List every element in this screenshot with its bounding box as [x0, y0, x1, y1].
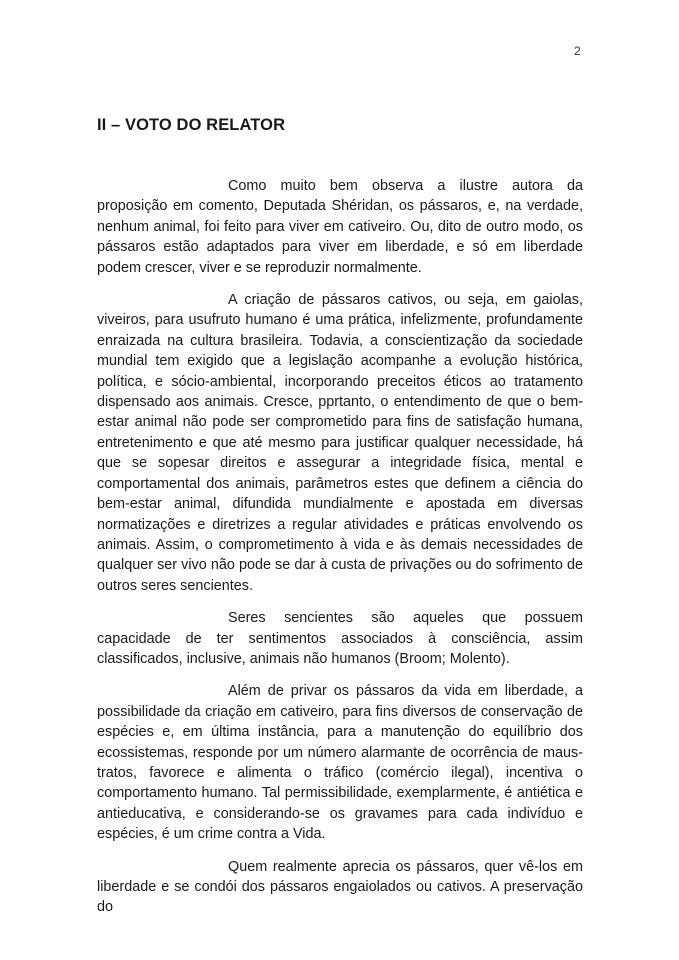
section-title: II – VOTO DO RELATOR	[97, 116, 286, 134]
document-body	[97, 176, 583, 934]
paragraph: Quem realmente aprecia os pássaros, quer vê-los em liberdade e se condói dos pássaros engaiolados ou cativos. A preservação do	[97, 858, 583, 916]
paragraph: A criação de pássaros cativos, ou seja, em gaiolas, viveiros, para usufruto humano é uma prática, infelizmente, profundamente enraizada na cultura brasileira. Todavia, a conscientização da sociedade mundial tem exigido que a legislação acompanhe a evolução histórica, política, e sócio-ambiental, incorporando preceitos éticos ao tratamento dispensado aos animais. Cresce, pprtanto, o entendimento de que o bem-estar animal não pode ser comprometido para fins de satisfação humana, entretenimento e que até mesmo para justificar qualquer necessidade, há que se sopesar direitos e assegurar a integridade física, mental e comportamental dos animais, parâmetros estes que definem a ciência do bem-estar animal, difundida mundialmente e apostada em diversas normatizações e diretrizes a regular atividades e práticas envolvendo os animais. Assim, o comprometimento à vida e às demais necessidades de qualquer ser vivo não pode se dar à custa de privações ou do sofrimento de outros seres sencientes.	[97, 292, 583, 594]
paragraph: Como muito bem observa a ilustre autora da proposição em comento, Deputada Shéridan, os pássaros, e, na verdade, nenhum animal, foi feito para viver em cativeiro. Ou, dito de outro modo, os pássaros estão adaptados para viver em liberdade, e só em liberdade podem crescer, viver e se reproduzir normalmente.	[97, 178, 583, 276]
paragraph: Seres sencientes são aqueles que possuem capacidade de ter sentimentos associados à consciência, assim classificados, inclusive, animais não humanos (Broom; Molento).	[97, 610, 583, 667]
page-number: 2	[574, 44, 581, 58]
paragraph: Além de privar os pássaros da vida em liberdade, a possibilidade da criação em cativeiro, para fins diversos de conservação de espécies e, em última instância, para a manutenção do equilíbrio dos ecossistemas, responde por um número alarmante de ocorrência de maus-tratos, favorece e alimenta o tráfico (comércio ilegal), incentiva o comportamento humano. Tal permissibilidade, exemplarmente, é antiética e antieducativa, e considerando-se os gravames para cada indivíduo e espécies, é um crime contra a Vida.	[97, 683, 583, 843]
